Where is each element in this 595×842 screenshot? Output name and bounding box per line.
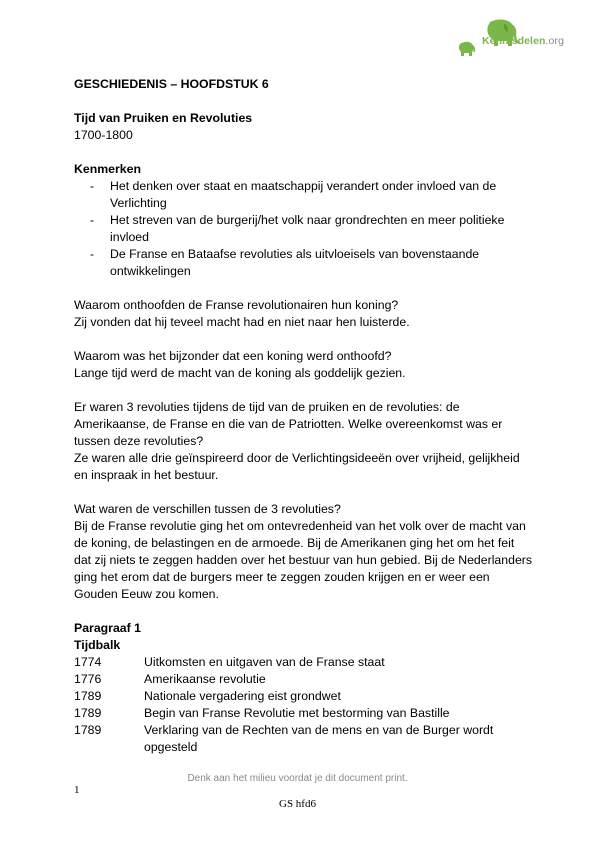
list-item: - Het streven van de burgerij/het volk naar grondrechten en meer politieke invloed — [90, 213, 505, 244]
topic-title: Tijd van Pruiken en Revoluties — [74, 111, 253, 125]
logo-wordmark[interactable]: Kennisdelen.org — [482, 35, 565, 47]
timeline — [74, 654, 534, 756]
timeline-row: 1776 Amerikaanse revolutie — [74, 672, 266, 686]
footer-note: Denk aan het milieu voordat je dit document print. — [187, 773, 408, 784]
timeline-row: 1789 Begin van Franse Revolutie met bestorming van Bastille — [74, 706, 450, 720]
paragraph-heading: Paragraaf 1 — [74, 621, 141, 635]
answer: Bij de Franse revolutie ging het om ontevredenheid van het volk over de macht van de koning, de belastingen en de armoede. Bij de Amerikanen ging het om het feit dat zij niets te zeggen hadden over het bestuur van hun gebied. Bij de Nederlanders ging het erom dat de burgers meer te zeggen zouden krijgen en er weer een Gouden Eeuw zou komen. — [74, 519, 533, 601]
question: Er waren 3 revoluties tijdens de tijd van de pruiken en de revoluties: de Amerikaanse, de Franse en die van de Patriotten. Welke overeenkomst was er tussen deze revoluties? — [74, 400, 503, 448]
topic-period: 1700-1800 — [74, 128, 133, 142]
list-item: - Het denken over staat en maatschappij verandert onder invloed van de Verlichting — [90, 179, 497, 210]
document-title: GESCHIEDENIS – HOOFDSTUK 6 — [74, 77, 269, 91]
list-item: - De Franse en Bataafse revoluties als uitvloeisels van bovenstaande ontwikkelingen — [90, 247, 480, 278]
timeline-row: 1774 Uitkomsten en uitgaven van de Franse staat — [74, 655, 385, 669]
page-number: 1 — [74, 784, 80, 796]
question: Waarom was het bijzonder dat een koning werd onthoofd? — [74, 349, 392, 363]
answer: Ze waren alle drie geïnspireerd door de Verlichtingsideeën over vrijheid, gelijkheid en inspraak in het bestuur. — [74, 451, 520, 482]
question: Waarom onthoofden de Franse revolutionairen hun koning? — [74, 298, 399, 312]
timeline-row: 1789 Nationale vergadering eist grondwet — [74, 689, 341, 703]
timeline-heading: Tijdbalk — [74, 638, 121, 652]
kenmerken-list — [74, 178, 534, 280]
footer-label: GS hfd6 — [279, 798, 316, 810]
timeline-row: 1789 Verklaring van de Rechten van de mens en van de Burger wordt opgesteld — [74, 723, 494, 754]
document-body — [74, 76, 534, 756]
question: Wat waren de verschillen tussen de 3 revoluties? — [74, 502, 341, 516]
kenmerken-heading: Kenmerken — [74, 162, 141, 176]
answer: Zij vonden dat hij teveel macht had en niet naar hen luisterde. — [74, 315, 410, 329]
answer: Lange tijd werd de macht van de koning als goddelijk gezien. — [74, 366, 406, 380]
